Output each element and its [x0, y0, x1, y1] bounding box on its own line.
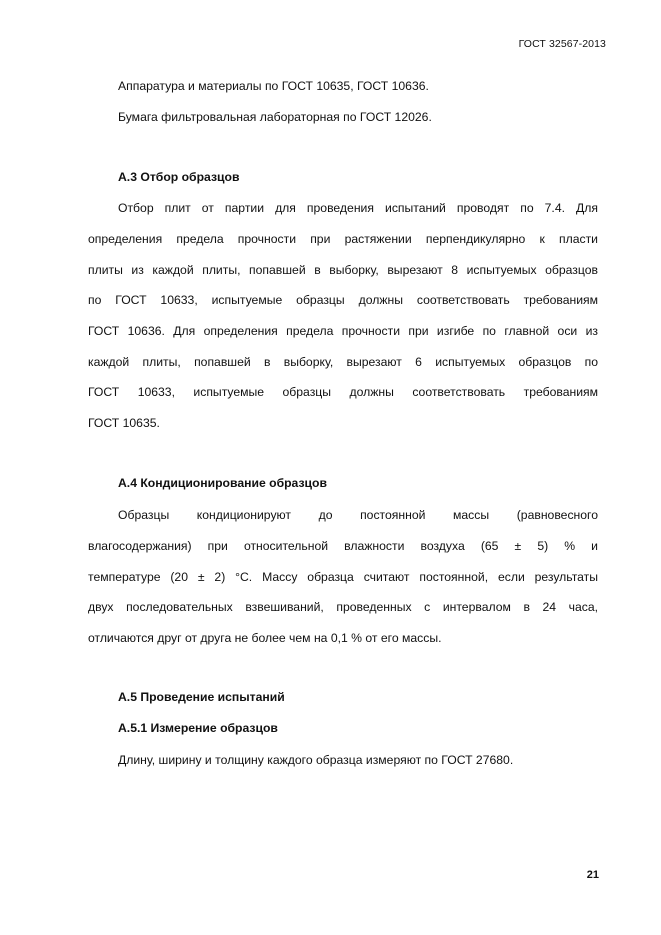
section-a5-heading: А.5 Проведение испытаний	[118, 690, 285, 704]
section-a3-line-7: ГОСТ 10633, испытуемые образцы должны соответствовать требованиям	[88, 385, 598, 399]
section-a3-line-4: по ГОСТ 10633, испытуемые образцы должны соответствовать требованиям	[88, 293, 598, 307]
section-a4-heading: А.4 Кондиционирование образцов	[118, 476, 327, 490]
section-a3-line-6: каждой плиты, попавшей в выборку, вырезают 6 испытуемых образцов по	[88, 355, 598, 369]
section-a4-line-2: влагосодержания) при относительной влажности воздуха (65 ± 5) % и	[88, 539, 598, 553]
section-a4-line-5: отличаются друг от друга не более чем на 0,1 % от его массы.	[88, 631, 442, 645]
section-a3-line-2: определения предела прочности при растяжении перпендикулярно к пласти	[88, 232, 598, 246]
page-header-doc-code: ГОСТ 32567-2013	[518, 38, 606, 50]
section-a4-line-1: Образцы кондиционируют до постоянной массы (равновесного	[118, 508, 598, 522]
section-a4-line-3: температуре (20 ± 2) °С. Массу образца считают постоянной, если результаты	[88, 570, 598, 584]
intro-line-1: Аппаратура и материалы по ГОСТ 10635, ГОСТ 10636.	[118, 79, 429, 93]
section-a3-line-3: плиты из каждой плиты, попавшей в выборку, вырезают 8 испытуемых образцов	[88, 263, 598, 277]
section-a4-line-4: двух последовательных взвешиваний, проведенных с интервалом в 24 часа,	[88, 600, 598, 614]
section-a3-line-5: ГОСТ 10636. Для определения предела прочности при изгибе по главной оси из	[88, 324, 598, 338]
section-a3-line-1: Отбор плит от партии для проведения испытаний проводят по 7.4. Для	[118, 201, 598, 215]
section-a5-1-line-1: Длину, ширину и толщину каждого образца измеряют по ГОСТ 27680.	[118, 753, 514, 767]
section-a3-line-8: ГОСТ 10635.	[88, 416, 160, 430]
section-a5-1-heading: А.5.1 Измерение образцов	[118, 721, 278, 735]
intro-line-2: Бумага фильтровальная лабораторная по ГОСТ 12026.	[118, 110, 432, 124]
section-a3-heading: А.3 Отбор образцов	[118, 170, 240, 184]
page-number: 21	[586, 869, 599, 881]
